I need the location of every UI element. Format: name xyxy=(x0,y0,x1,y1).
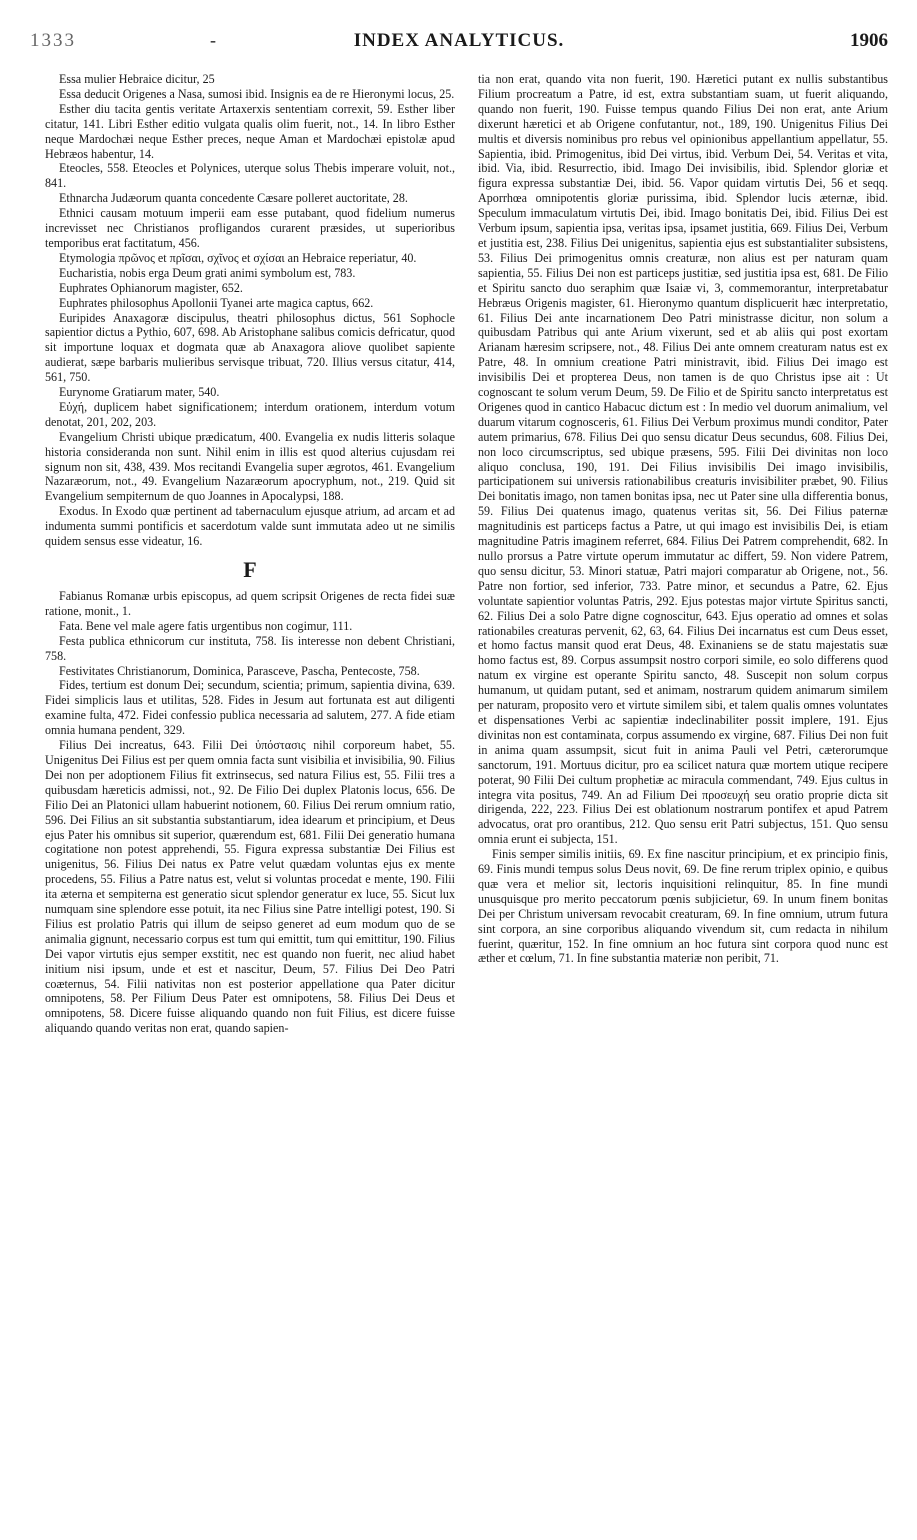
index-entry: Εὐχή, duplicem habet significationem; interdum orationem, interdum votum denotat, 201, 202, 203. xyxy=(45,399,455,429)
page-title: INDEX ANALYTICUS. xyxy=(353,30,565,51)
index-entry: Ethnarcha Judæorum quanta concedente Cæsare polleret auctoritate, 28. xyxy=(59,191,408,206)
index-entry: Filius Dei increatus, 643. Filii Dei ὑπόστασις nihil corporeum habet, 55. Unigenitus Dei Filius est per quem omnia facta sunt visibilia et invisibilia, 90. Filius Dei non per adoptionem Filius fit extrinsecus, sed natura Filius est, 55. Filii tres a quibusdam hæreticis admissi, not., 92. De Filio Dei duplex Platonis locus, 656. De Filio Dei an Platonici ullam habuerint notionem, 60. Filius Dei rerum omnium ratio, 596. Dei Filius an sit substantia substantiarum, idea idearum et principium, et Deus ejus Pater his omnibus sit superior, quærendum est, 681. Filii Dei generatio humana cogitatione non potest apprehendi, 55. Figura expressa substantiæ Dei Filius est unigenitus, 56. Filius Dei natus ex Patre velut quædam voluntas ejus ex mente procedens, 55. Filius a Patre natus est, velut si voluntas procedat e mente, 190. Filii ita æterna et sempiterna est generatio sicut splendor generatur ex luce, 55. Sicut lux numquam sine splendore esse potuit, ita nec Filius sine Patre intelligi potest, 190. Si Filius est prolatio Patris qui illum de seipso generet ad eum modum quo de se animalia gignunt, necessario corpus est tum qui emittit, tum qui emittitur, 190. Filius Dei vapor virtutis ejus semper exstitit, nec est quando non fuerit, nec aliud habet initium nisi ipsum, unde et est et nascitur, Deum, 57. Filius Dei Deo Patri coæternus, 54. Filii nativitas non est posterior appellatione qua Pater dicitur omnipotens, 58. Per Filium Deus Pater est omnipotens, 58. Filius Dei Deus et omnipotens, 58. Dicere fuisse aliquando quando non fuit Filius, est dicere fuisse aliquando quando veritas non erat, quando sapien- xyxy=(45,738,455,1036)
index-entry: Fabianus Romanæ urbis episcopus, ad quem scripsit Origenes de recta fidei suæ ratione, monit., 1. xyxy=(45,589,455,618)
page-number-right: 1906 xyxy=(850,30,888,51)
index-entry: Festa publica ethnicorum cur instituta, 758. Iis interesse non debent Christiani, 758. xyxy=(45,633,455,663)
index-entry: Euphrates Ophianorum magister, 652. xyxy=(59,280,243,295)
index-entry: Eteocles, 558. Eteocles et Polynices, uterque solus Thebis imperare voluit, not., 841. xyxy=(45,161,455,191)
index-entry-continued: tia non erat, quando vita non fuerit, 190. Hæretici putant ex nullis substantibus Filium procreatum a Patre, id est, extra substantiam suam, ut fuerit aliquando, quando non fuerit, 190. Fuisse tempus quando Filius Dei non erat, ante Arium dixerunt hæretici et ab Origene confutantur, not., 189, 190. Unigenitus Filius Dei multis et diversis nominibus pro rebus vel opinionibus appellantium appellatur, 55. Sapientia, ibid. Primogenitus, ibid Dei virtus, ibid. Verbum Dei, 54. Veritas et vita, ibid. Via, ibid. Resurrectio, ibid. Imago Dei invisibilis, ibid. Splendor gloriæ et figura expressa substantiæ Dei, ibid. 56. Vapor quidam virtutis Dei, 56 et seqq. Aporrhœa omnipotentis gloriæ purissima, ibid. Splendor lucis æternæ, ibid. Speculum immaculatum virtutis Dei, ibid. Imago bonitatis Dei, ibid. Filius Dei est Verbum ipsum, sapientia ipsa, veritas ipsa, ipsamet justitia, 669. Filius Dei, Verbum et justitia est, 238. Filius Dei unigenitus, sapientia ejus est substantialiter subsistens, 53. Filius Dei primogenitus omnis creaturæ, non alius est per naturam quam sapientia, 55. Filius Dei non est particeps justitiæ, sed justitia ipsa est, 681. De Filio et Spiritu sancto duo seraphim quæ Isaiæ vi, 3, commemorantur, interpretabatur Hebræus Origenis magister, 61. Hieronymo quantum displicuerit hæc interpretatio, 61. Filius Dei ante incarnationem Deo Patri ministrasse dicitur, non solum a quibusdam Patribus qui ante Arium vixerunt, sed et ab aliis qui post exortam Arianam hæresim scripsere, not., 48. Filius Dei ante omnem creaturam natus est ex Patre, 48. In omnium creatione Patri ministravit, ibid. Filius Dei imago est invisibilis Dei et propterea Deus, non tamen is de quo Christus ipse ait : Ut cognoscant te solum verum Deum, 59. De Filio et de Spiritu sancto interpretatus est Origenes quod in cantico Habacuc dictum est : In medio vel duorum animalium, vel duarum vitarum cognosceris, 61. Filius Dei Verbum proximus mundi conditor, Pater autem primarius, 678. Filius Dei quo sensu dicatur Deus secundus, 608. Filius Dei, non loco circumscriptus, sed ubique præsens, 595. Filii Dei divinitas non loco aliquo conclusa, 190, 191. Dei Filius invisibilis Dei imago invisibilis, participationem sui universis rationabilibus creaturis invisibiliter præbet, 90. Filius Dei bonitatis imago, non tamen bonitas ipsa, nec ut Pater sine ulla differentia bonus, 59. Filius Dei quatenus imago, quatenus veritas sit, 56. Dei Filius paternæ magnitudinis est particeps factus a Patre, ut qui imago est invisibilis Dei, is etiam magnitudine Patris imaginem referret, 684. Filius Dei Patrem comprehendit, 682. In nullo prorsus a Patre virtute operum immutatur ac differt, 59. Non videre Patrem, quo sensu dicitur, 53. Minori statuæ, Patri majori comparatur ab Origene, not., 56. Patre non fortior, sed inferior, 733. Patre minor, et secundus a Patre, 62. Ejus voluntate sapientior voluntas Patris, 292. Ejus potestas major virtute Spiritus sancti, 62. Filius Dei a solo Patre digne cognoscitur, 643. Ejus operatio ad omnes et solas rationabiles creaturas pervenit, 62, 63, 64. Filius Dei incarnatus est cum Deus esset, et homo factus mansit quod erat Deus, 48. Exinaniens se de statu majestatis suæ homo factus est, 89. Corpus assumpsit nostro corpori simile, eo solo differens quod natum ex virgine est operante Spiritu sancto, 48. Suscepit non solum corpus humanum, ut quidam putant, sed et animam, nostrarum quidem animarum similem per naturam, proposito vero et virtute similem sibi, et talem qualis omnes voluntates et dispensationes Verbi ac sapientiæ indeclinabiliter possit implere, 191. Ejus divinitas non est contaminata, corpus assumendo ex virgine, 687. Filius Dei non fuit in anima quam assumpsit, sicut fuit in anima Pauli vel Petri, cæterorumque sanctorum, 191. Mortuus dicitur, pro ea scilicet natura quæ mortem utique recipere poterat, 90 Filii Dei cultum prophetiæ ac miracula commendant, 749. Ejus cultus in integra vita positus, 749. An ad Filium Dei προσευχή seu oratio proprie dicta sit dirigenda, 222, 223. Filius Dei est oblationum nostrarum pontifex et apud Patrem advocatus, orat pro orantibus, 212. Quo sensu erit Patri subjectus, 151. Quo sensu omnia erunt ei subjecta, 151. xyxy=(478,72,888,847)
index-entry: Festivitates Christianorum, Dominica, Parasceve, Pascha, Pentecoste, 758. xyxy=(59,663,420,678)
index-entry: Essa mulier Hebraice dicitur, 25 xyxy=(59,72,215,86)
index-entry: Etymologia πρῶνος et πρῖσαι, σχῖνος et σχίσαι an Hebraice reperiatur, 40. xyxy=(59,250,417,265)
index-entry: Esther diu tacita gentis veritate Artaxerxis sententiam correxit, 59. Esther liber citatur, 141. Libri Esther editio vulgata qualis olim fuerit, not., 14. In libro Esther neque Mardochæi neque Esther preces, neque Aman et Mardochæi epistolæ apud Hebræos habentur, 14. xyxy=(45,101,455,161)
index-entry: Eucharistia, nobis erga Deum grati animi symbolum est, 783. xyxy=(59,265,356,280)
index-entry: Finis semper similis initiis, 69. Ex fine nascitur principium, et ex principio finis, 69. Finis mundi tempus solus Deus novit, 69. De fine rerum triplex opinio, e quibus quæ vera et melior sit, lectoris inquisitioni relinquitur, 85. In fine mundi unusquisque pro merito peccatorum pœnis subjicietur, 69. In unum finem bonitas Dei per Christum universam revocabit creaturam, 69. In fine omnium, utrum futura sint corpora, an sine corporibus aliquando vivendum sit, cum redacta in nihilum fuerint, quæritur, 152. In fine omnium an hoc futura sint corpora quod nunc est æther et cœlum, 71. In fine substantia materiæ non peribit, 71. xyxy=(478,847,888,966)
index-entry: Euripides Anaxagoræ discipulus, theatri philosophus dictus, 561 Sophocle sapientior dictus a Pythio, 607, 698. Ab Aristophane salibus comicis defricatur, quod sit importune loquax et dogmata quæ ab Anaxagora aliove quolibet sapiente audierat, sæpe barbaris mulieribus servisque tribuat, 720. Illius versus citatur, 414, 561, 750. xyxy=(45,310,455,385)
left-column xyxy=(45,72,455,1036)
index-entry: Exodus. In Exodo quæ pertinent ad tabernaculum ejusque atrium, ad arcam et ad indumenta summi pontificis et sacerdotum valde sunt immutata adeo ut ne similis quidem sensus esse videatur, 16. xyxy=(45,504,455,549)
page-header xyxy=(30,30,888,60)
header-dash: - xyxy=(210,30,216,50)
section-letter-f: F xyxy=(243,557,257,582)
index-entry: Evangelium Christi ubique prædicatum, 400. Evangelia ex nudis litteris solaque historia consideranda non sunt. Nihil enim in illis est quod alterius cujusdam rei signum non sit, 438, 439. Mos recitandi Evangelia super ægrotos, 461. Evangelium Nazaræorum, not., 49. Evangelium Nazaræorum apocryphum, not., 219. Quid sit Evangelium sempiternum de quo Joannes in Apocalypsi, 188. xyxy=(45,429,455,504)
index-entry: Eurynome Gratiarum mater, 540. xyxy=(59,385,220,400)
index-entry: Essa deducit Origenes a Nasa, sumosi ibid. Insignis ea de re Hieronymi locus, 25. xyxy=(59,86,455,101)
index-entry: Fides, tertium est donum Dei; secundum, scientia; primum, sapientia divina, 639. Fidei simplicis laus et utilitas, 528. Fides in Jesum aut fortunata est aut diligenti examine fulta, 472. Fidei confessio publica necessaria ad salutem, 277. A fide etiam omnia humana pendent, 329. xyxy=(45,678,455,738)
index-entry: Euphrates philosophus Apollonii Tyanei arte magica captus, 662. xyxy=(59,295,374,310)
right-column xyxy=(478,72,888,966)
index-entry: Ethnici causam motuum imperii eam esse putabant, quod fidelium numerus increvisset nec Christianos profligandos curarent præsides, ut superioribus temporibus erat factitatum, 456. xyxy=(45,206,455,250)
index-entry: Fata. Bene vel male agere fatis urgentibus non cogimur, 111. xyxy=(59,618,353,633)
page-number-left: 1333 xyxy=(30,30,76,51)
